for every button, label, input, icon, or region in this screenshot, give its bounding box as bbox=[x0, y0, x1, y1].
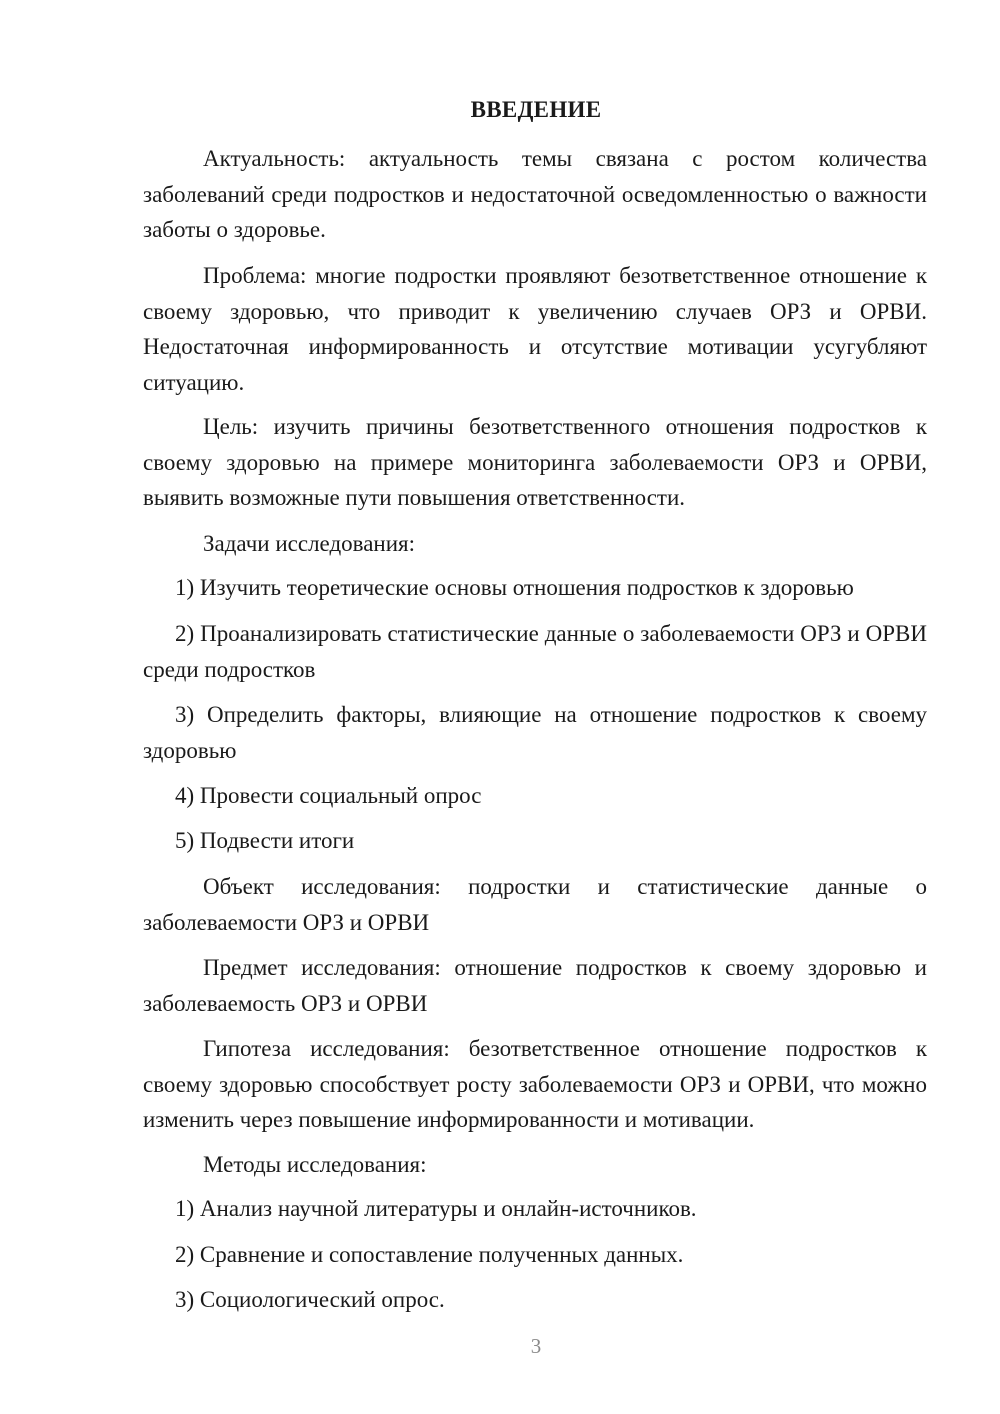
page-title: ВВЕДЕНИЕ bbox=[470, 97, 602, 122]
relevance-paragraph: Актуальность: актуальность темы связана с ростом количества заболеваний среди подростков и недостаточной осведомленностью о важности заботы о здоровье. bbox=[143, 146, 927, 242]
goal-paragraph: Цель: изучить причины безответственного отношения подростков к своему здоровью на примере мониторинга заболеваемости ОРЗ и ОРВИ, выявить возможные пути повышения ответственности. bbox=[143, 414, 927, 510]
page-number: 3 bbox=[530, 1334, 542, 1358]
task-item: 2) Проанализировать статистические данные о заболеваемости ОРЗ и ОРВИ среди подростков bbox=[143, 621, 927, 682]
object-paragraph: Объект исследования: подростки и статистические данные о заболеваемости ОРЗ и ОРВИ bbox=[143, 874, 927, 935]
methods-heading: Методы исследования: bbox=[203, 1152, 427, 1177]
problem-paragraph: Проблема: многие подростки проявляют безответственное отношение к своему здоровью, что приводит к увеличению случаев ОРЗ и ОРВИ. Недостаточная информированность и отсутствие мотивации усугубляют ситуацию. bbox=[143, 263, 927, 395]
method-item: 3) Социологический опрос. bbox=[175, 1287, 445, 1312]
subject-paragraph: Предмет исследования: отношение подростков к своему здоровью и заболеваемость ОРЗ и ОРВИ bbox=[143, 955, 927, 1016]
method-item: 1) Анализ научной литературы и онлайн-источников. bbox=[175, 1196, 697, 1221]
task-item: 5) Подвести итоги bbox=[175, 828, 355, 853]
hypothesis-paragraph: Гипотеза исследования: безответственное отношение подростков к своему здоровью способствует росту заболеваемости ОРЗ и ОРВИ, что можно изменить через повышение информированности и мотивации. bbox=[143, 1036, 927, 1132]
method-item: 2) Сравнение и сопоставление полученных данных. bbox=[175, 1242, 684, 1267]
task-item: 1) Изучить теоретические основы отношения подростков к здоровью bbox=[175, 575, 854, 600]
task-item: 4) Провести социальный опрос bbox=[175, 783, 482, 808]
tasks-heading: Задачи исследования: bbox=[203, 531, 416, 556]
task-item: 3) Определить факторы, влияющие на отношение подростков к своему здоровью bbox=[143, 702, 927, 763]
